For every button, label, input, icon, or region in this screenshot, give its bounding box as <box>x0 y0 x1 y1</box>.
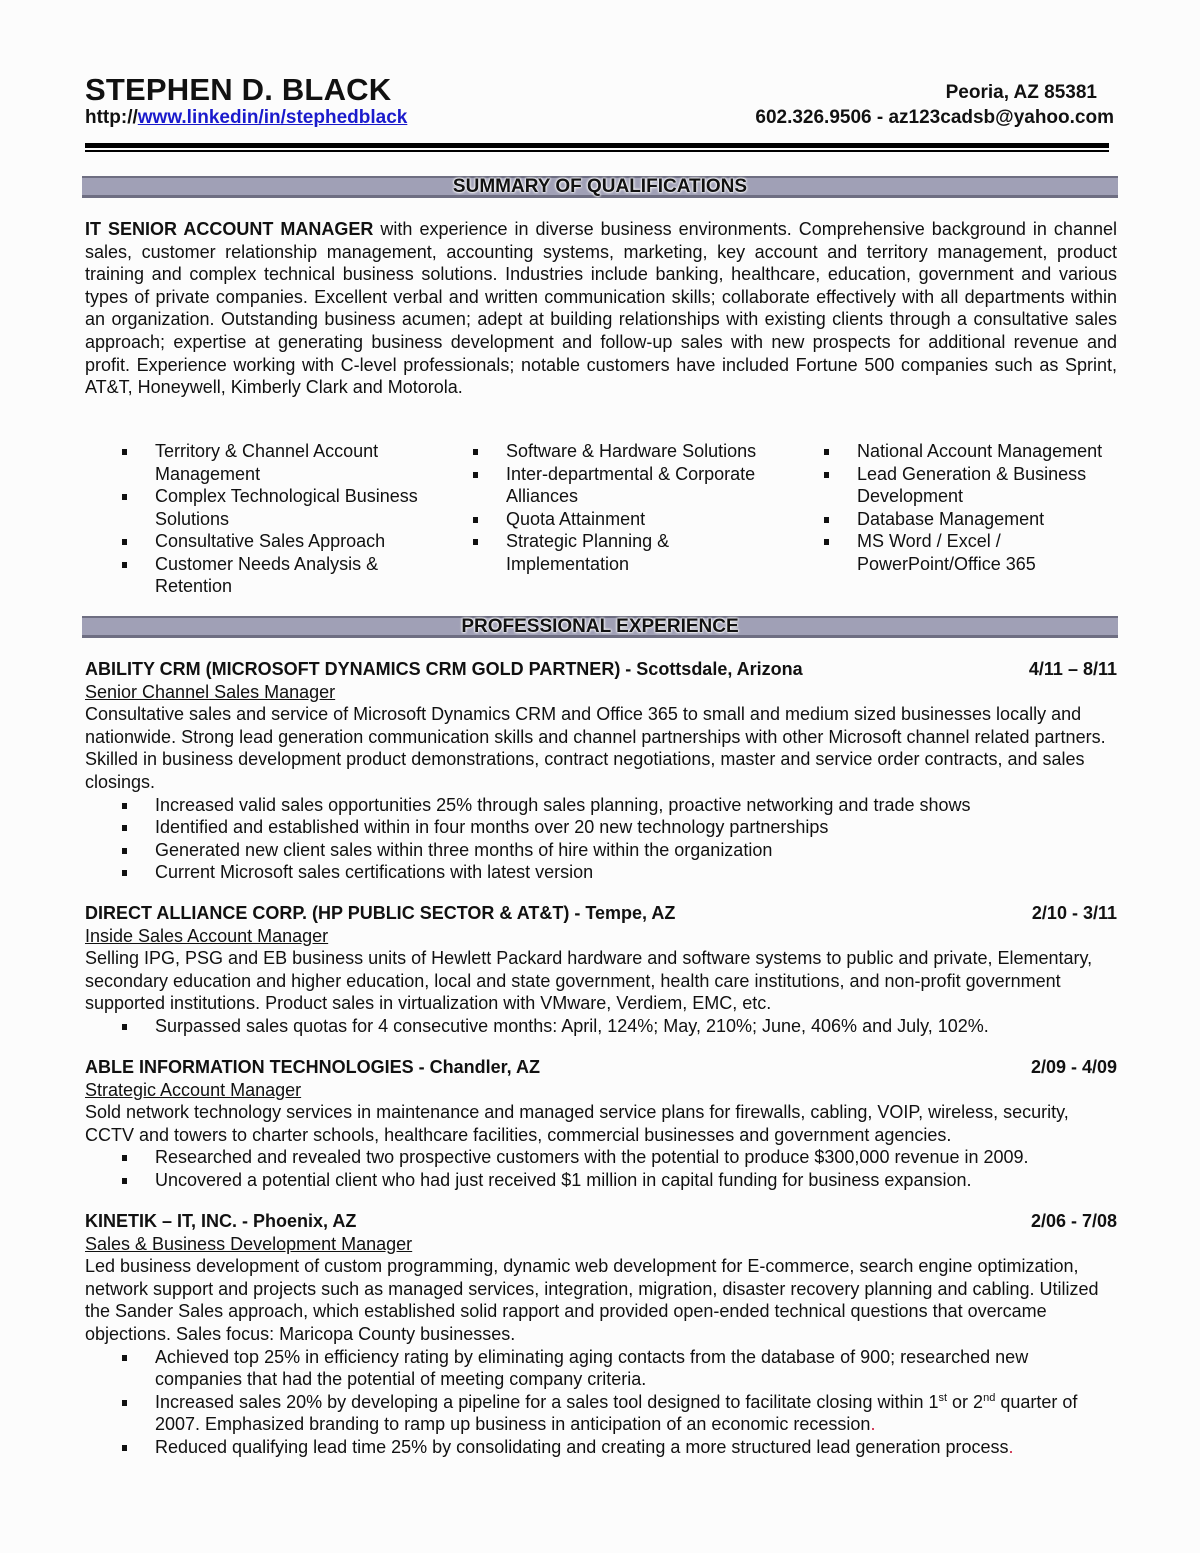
ordinal-suffix: nd <box>983 1391 996 1404</box>
section-title: SUMMARY OF QUALIFICATIONS <box>452 176 748 197</box>
ordinal-suffix: st <box>938 1391 948 1404</box>
achievement-item <box>85 1436 1117 1459</box>
achievement-text: Increased sales 20% by developing a pipeline for a sales tool designed to facilitate closing within 1 <box>155 1391 939 1412</box>
job-description: Led business development of custom programming, dynamic web development for E-commerce, search engine optimization, network support and projects such as managed services, integration, migration, disaster recovery planning and cabling. Utilized the Sander Sales approach, which established solid rapport and provided open-ended technical questions that overcame objections. Sales focus: Maricopa County businesses. <box>85 1256 1099 1344</box>
achievement-text: Reduced qualifying lead time 25% by consolidating and creating a more structured lead generation process <box>155 1436 1009 1457</box>
job-dates: 4/11 – 8/11 <box>1028 659 1117 679</box>
link-prefix: http:// <box>85 107 138 128</box>
job-entry <box>85 902 1117 1038</box>
achievement-item: Generated new client sales within three months of hire within the organization <box>85 839 1117 862</box>
skills-column-1 <box>85 440 435 598</box>
achievement-item: Uncovered a potential client who had just received $1 million in capital funding for business expansion. <box>85 1169 1117 1192</box>
job-description: Consultative sales and service of Microsoft Dynamics CRM and Office 365 to small and medium sized businesses locally and nationwide. Strong lead generation communication skills and channel partnerships with other Microsoft channel related partners. Skilled in business development product demonstrations, contract negotiations, master and service order contracts, and sales closings. <box>85 704 1106 792</box>
skills-column-2 <box>436 440 786 575</box>
candidate-name: STEPHEN D. BLACK <box>85 72 392 107</box>
contact-info: 602.326.9506 - az123cadsb@yahoo.com <box>755 107 1114 128</box>
skills-column-3 <box>787 440 1137 575</box>
skill-item: Quota Attainment <box>436 508 786 531</box>
company-name: ABLE INFORMATION TECHNOLOGIES - Chandler, AZ <box>85 1057 541 1077</box>
skill-item: Strategic Planning & Implementation <box>436 530 786 575</box>
skill-item: Customer Needs Analysis & Retention <box>85 553 435 598</box>
header-divider-thin <box>85 150 1109 152</box>
achievement-item: Identified and established within in four months over 20 new technology partnerships <box>85 816 1117 839</box>
linkedin-link[interactable]: www.linkedin/in/stephedblack <box>137 107 408 128</box>
achievement-item: Researched and revealed two prospective customers with the potential to produce $300,000 revenue in 2009. <box>85 1146 1117 1169</box>
summary-section-header <box>82 176 1118 198</box>
job-title: Inside Sales Account Manager <box>85 925 329 946</box>
summary-paragraph <box>85 218 1117 399</box>
job-title: Strategic Account Manager <box>85 1079 302 1100</box>
section-title: PROFESSIONAL EXPERIENCE <box>461 616 739 637</box>
achievement-item: Achieved top 25% in efficiency rating by eliminating aging contacts from the database of 900; researched new companies that had the potential of meeting company criteria. <box>85 1346 1117 1391</box>
job-entry <box>85 658 1117 884</box>
job-dates: 2/06 - 7/08 <box>1030 1211 1117 1231</box>
company-name: KINETIK – IT, INC. - Phoenix, AZ <box>85 1211 357 1231</box>
summary-text: with experience in diverse business environments. Comprehensive background in channel sales, customer relationship management, accounting systems, marketing, key account and territory management, product training and complex technical business solutions. Industries include banking, healthcare, education, government and various types of private companies. Excellent verbal and written communication skills; collaborate effectively with all departments within an organization. Outstanding business acumen; adept at building relationships with existing clients through a consultative sales approach; expertise at generating business development and follow-up sales with new prospects for additional revenue and profit. Experience working with C-level professionals; notable customers have included Fortune 500 companies such as Sprint, AT&T, Honeywell, Kimberly Clark and Motorola. <box>85 219 1117 398</box>
skill-item: Consultative Sales Approach <box>85 530 435 553</box>
linkedin-line <box>85 107 407 129</box>
job-dates: 2/10 - 3/11 <box>1031 903 1117 923</box>
job-description: Sold network technology services in maintenance and managed service plans for firewalls, cabling, VOIP, wireless, security, CCTV and towers to charter schools, healthcare facilities, commercial businesses and government agencies. <box>85 1102 1069 1145</box>
job-title: Senior Channel Sales Manager <box>85 681 336 702</box>
job-entry <box>85 1056 1117 1192</box>
skill-item: Lead Generation & Business Development <box>787 463 1137 508</box>
skill-item: Database Management <box>787 508 1137 531</box>
job-title: Sales & Business Development Manager <box>85 1233 413 1254</box>
period-mark: . <box>1008 1436 1014 1457</box>
job-dates: 2/09 - 4/09 <box>1030 1057 1117 1077</box>
achievement-text: or 2 <box>947 1391 984 1412</box>
experience-section-header <box>82 616 1118 638</box>
skill-item: Inter-departmental & Corporate Alliances <box>436 463 786 508</box>
period-mark: . <box>870 1414 876 1435</box>
skill-item: National Account Management <box>787 440 1137 463</box>
achievement-item: Increased valid sales opportunities 25% through sales planning, proactive networking and trade shows <box>85 794 1117 817</box>
achievement-text: quarter of 2007. Emphasized branding to ramp up business in anticipation of an economic recession <box>155 1391 1078 1435</box>
achievement-item <box>85 1391 1117 1436</box>
skill-item: MS Word / Excel / PowerPoint/Office 365 <box>787 530 1137 575</box>
summary-lead: IT SENIOR ACCOUNT MANAGER <box>85 219 374 239</box>
company-name: ABILITY CRM (MICROSOFT DYNAMICS CRM GOLD PARTNER) - Scottsdale, Arizona <box>85 659 803 679</box>
achievement-item: Current Microsoft sales certifications with latest version <box>85 861 1117 884</box>
job-description: Selling IPG, PSG and EB business units of Hewlett Packard hardware and software systems to public and private, Elementary, secondary education and higher education, local and state government, health care institutions, and non-profit government supported institutions. Product sales in virtualization with VMware, Verdiem, EMC, etc. <box>85 948 1093 1014</box>
header-divider-thick <box>85 143 1109 148</box>
job-entry <box>85 1210 1117 1459</box>
achievement-item: Surpassed sales quotas for 4 consecutive months: April, 124%; May, 210%; June, 406% and July, 102%. <box>85 1015 1117 1038</box>
skill-item: Territory & Channel Account Management <box>85 440 435 485</box>
skill-item: Complex Technological Business Solutions <box>85 485 435 530</box>
skill-item: Software & Hardware Solutions <box>436 440 786 463</box>
company-name: DIRECT ALLIANCE CORP. (HP PUBLIC SECTOR & AT&T) - Tempe, AZ <box>85 903 676 923</box>
location: Peoria, AZ 85381 <box>945 82 1097 103</box>
